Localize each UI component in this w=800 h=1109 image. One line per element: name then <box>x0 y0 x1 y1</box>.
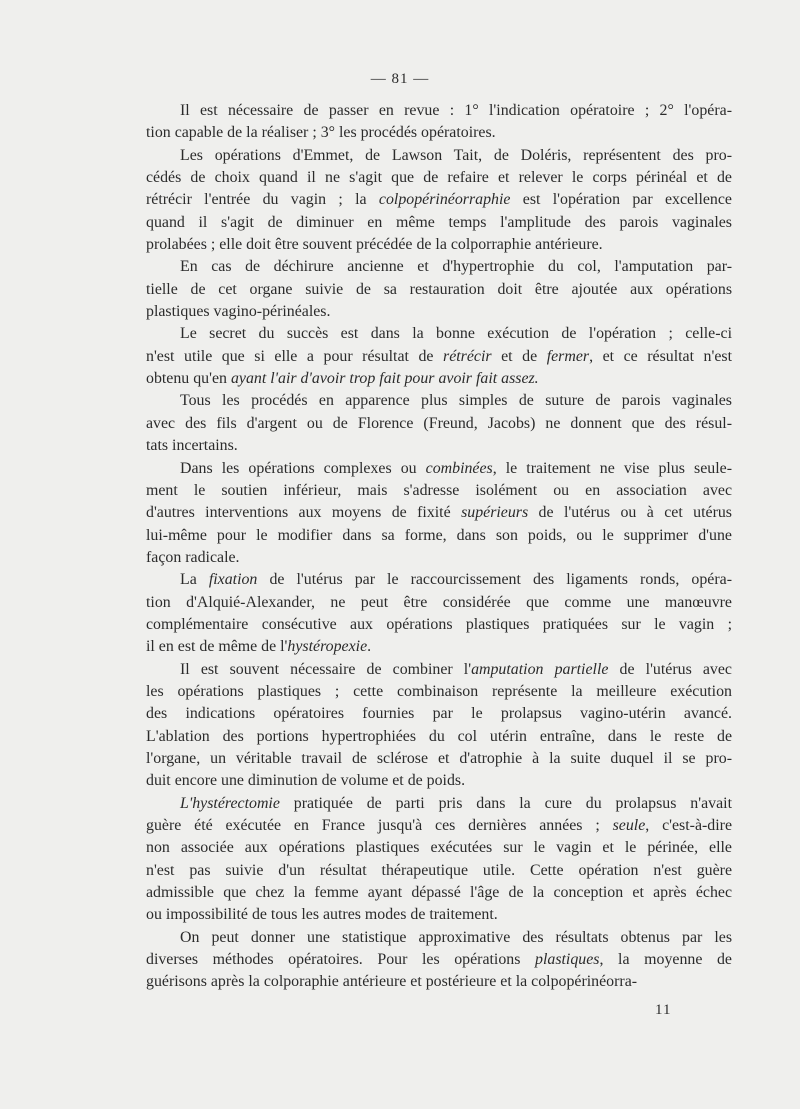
text-run: l'organe, un véritable travail de sclérose et d'atrophie à la suite duquel il se pro- <box>146 749 732 767</box>
text-run: tats incertains. <box>146 437 238 455</box>
italic-term: plastiques <box>535 951 600 969</box>
italic-term: seule <box>612 817 646 834</box>
text-run: Il est nécessaire de passer en revue : 1° l'indication opératoire ; 2° l'opéra- <box>180 102 732 119</box>
text-run: ment le soutien inférieur, mais s'adresse isolément ou en association avec <box>146 481 732 499</box>
italic-term: hystéropexie <box>287 638 368 656</box>
text-run: quand il s'agit de diminuer en même temps l'amplitude des parois vaginales <box>146 213 732 231</box>
text-line <box>146 122 732 144</box>
text-line <box>146 592 732 614</box>
text-line <box>146 189 732 211</box>
text-run: Tous les procédés en apparence plus simples de suture de parois vaginales <box>180 392 732 410</box>
text-run: des indications opératoires fournies par le prolapsus vagino-utérin avancé. <box>146 705 732 723</box>
text-run: cédés de choix quand il ne s'agit que de refaire et relever le corps périnéal et de <box>146 169 732 187</box>
paragraph <box>146 927 732 994</box>
text-line <box>146 748 732 770</box>
text-line <box>146 525 732 547</box>
text-line <box>146 234 732 256</box>
text-run: façon radicale. <box>146 548 240 566</box>
text-line <box>146 659 732 681</box>
text-line <box>146 949 732 971</box>
text-run: rétrécir l'entrée du vagin ; la <box>146 191 379 209</box>
italic-term: amputation partielle <box>471 660 609 678</box>
text-run: , et ce résultat n'est <box>589 347 733 365</box>
text-run: il en est de même de l' <box>146 638 288 656</box>
text-line <box>146 346 732 368</box>
text-line <box>146 458 732 480</box>
text-run: On peut donner une statistique approximative des résultats obtenus par les <box>180 928 732 946</box>
text-line <box>146 793 732 815</box>
text-run: Dans les opérations complexes ou <box>180 459 426 477</box>
text-run: guérisons après la colporaphie antérieure et postérieure et la colpopérinéorra- <box>146 973 638 991</box>
text-run: ou impossibilité de tous les autres modes de traitement. <box>146 906 498 924</box>
text-line <box>146 480 732 502</box>
text-line <box>146 212 732 234</box>
text-run: n'est pas suivie d'un résultat thérapeutique utile. Cette opération n'est guère <box>146 861 732 879</box>
text-line <box>146 904 732 926</box>
text-run: plastiques vagino-périnéales. <box>146 303 331 321</box>
text-run: est l'opération par excellence <box>510 191 732 209</box>
text-run: diverses méthodes opératoires. Pour les opérations <box>146 951 536 969</box>
text-line <box>146 860 732 882</box>
text-run: En cas de déchirure ancienne et d'hypertrophie du col, l'amputation par- <box>180 258 732 276</box>
text-run: lui-même pour le modifier dans sa forme, dans son poids, ou le supprimer d'une <box>146 526 732 544</box>
text-line <box>146 569 732 591</box>
text-run: admissible que chez la femme ayant dépassé l'âge de la conception et après échec <box>146 884 732 902</box>
text-run: de l'utérus avec <box>608 660 732 678</box>
text-run: d'autres interventions aux moyens de fixité <box>146 504 462 522</box>
text-run: Les opérations d'Emmet, de Lawson Tait, de Doléris, représentent des pro- <box>180 146 732 164</box>
text-line <box>146 547 732 569</box>
text-run: tielle de cet organe suivie de sa restauration doit être ajoutée aux opérations <box>146 280 732 298</box>
text-run: de l'utérus par le raccourcissement des ligaments ronds, opéra- <box>257 571 732 589</box>
paragraph <box>146 569 732 658</box>
text-line <box>146 815 732 837</box>
text-line <box>146 145 732 167</box>
text-run: pratiquée de parti pris dans la cure du prolapsus n'avait <box>279 794 732 812</box>
paragraph <box>146 659 732 793</box>
body-text <box>146 100 732 994</box>
text-run: de l'utérus ou à cet utérus <box>528 504 732 522</box>
text-run: n'est utile que si elle a pour résultat de <box>146 347 444 365</box>
text-line <box>146 837 732 859</box>
paragraph <box>146 390 732 457</box>
italic-term: L'hystérectomie <box>180 794 280 812</box>
italic-term: colpopérinéorraphie <box>378 191 511 209</box>
text-line <box>146 390 732 412</box>
text-run: . <box>367 638 372 656</box>
text-line <box>146 167 732 189</box>
text-run: tion capable de la réaliser ; 3° les procédés opératoires. <box>146 124 496 142</box>
text-line <box>146 882 732 904</box>
italic-term: rétrécir <box>443 347 492 365</box>
text-run: complémentaire consécutive aux opérations plastiques pratiquées sur le vagin ; <box>146 615 732 633</box>
paragraph <box>146 793 732 927</box>
paragraph <box>146 256 732 323</box>
text-run: obtenu qu'en <box>146 370 231 388</box>
text-line <box>146 323 732 345</box>
text-run: Il est souvent nécessaire de combiner l' <box>180 660 472 678</box>
text-line <box>146 502 732 524</box>
paragraph <box>146 323 732 390</box>
paragraph <box>146 458 732 570</box>
page-number: — 81 — <box>370 71 430 87</box>
text-run: non associée aux opérations plastiques exécutées sur le vagin et le périnée, elle <box>146 839 732 857</box>
text-run: La <box>180 571 209 589</box>
text-line <box>146 279 732 301</box>
text-line <box>146 100 732 122</box>
text-run: duit encore une diminution de volume et de poids. <box>146 772 466 790</box>
text-line <box>146 971 732 993</box>
text-run: L'ablation des portions hypertrophiées du col utérin entraîne, dans le reste de <box>146 727 732 745</box>
italic-term: fixation <box>208 571 258 589</box>
italic-term: ayant l'air d'avoir trop fait pour avoir fait assez. <box>230 370 539 388</box>
text-line <box>146 413 732 435</box>
paragraph <box>146 145 732 257</box>
italic-term: combinées <box>425 459 493 477</box>
text-run: et de <box>491 347 547 365</box>
italic-term: fermer <box>546 347 590 365</box>
text-line <box>146 301 732 323</box>
text-run: prolabées ; elle doit être souvent précédée de la colporraphie antérieure. <box>146 236 603 254</box>
text-run: les opérations plastiques ; cette combinaison représente la meilleure exécution <box>146 682 732 700</box>
text-line <box>146 703 732 725</box>
text-line <box>146 614 732 636</box>
text-run: , la moyenne de <box>599 951 732 969</box>
text-line <box>146 636 732 658</box>
text-line <box>146 256 732 278</box>
text-line <box>146 435 732 457</box>
text-run: avec des fils d'argent ou de Florence (Freund, Jacobs) ne donnent que des résul- <box>146 414 732 432</box>
text-line <box>146 770 732 792</box>
italic-term: supérieurs <box>461 504 529 522</box>
text-run: , c'est-à-dire <box>645 817 732 834</box>
text-run: , le traitement ne vise plus seule- <box>492 459 732 477</box>
text-line <box>146 368 732 390</box>
text-run: guère été exécutée en France jusqu'à ces dernières années ; <box>146 817 613 834</box>
text-run: tion d'Alquié-Alexander, ne peut être considérée que comme une manœuvre <box>146 593 732 611</box>
text-line <box>146 681 732 703</box>
text-line <box>146 726 732 748</box>
text-line <box>146 927 732 949</box>
signature-mark: 11 <box>655 1002 672 1018</box>
text-run: Le secret du succès est dans la bonne exécution de l'opération ; celle-ci <box>180 325 732 343</box>
paragraph <box>146 100 732 145</box>
